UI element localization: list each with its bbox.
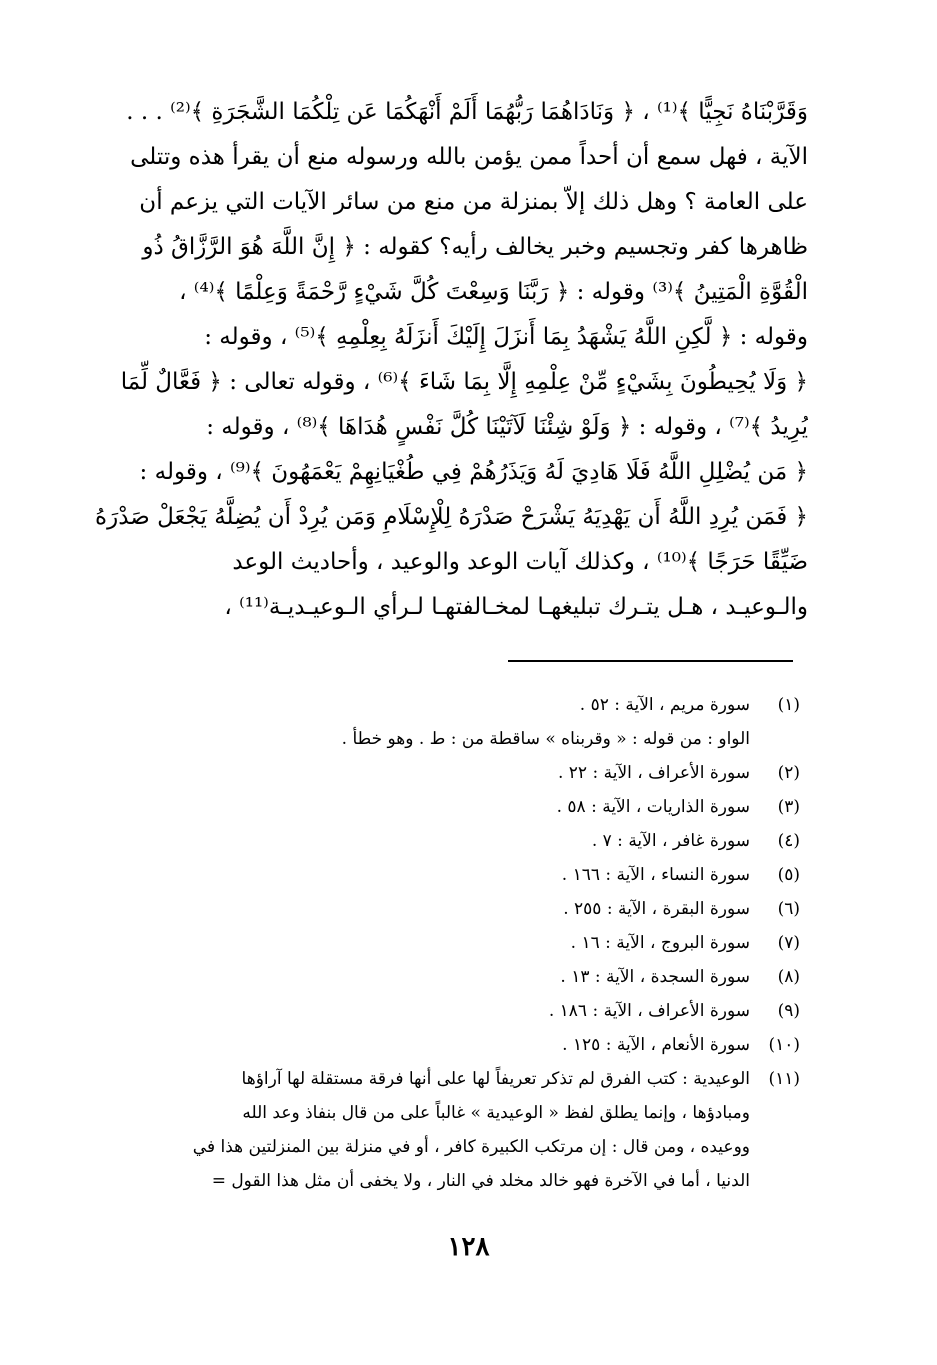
footnote-text: سورة النساء ، الآية : ١٦٦ . bbox=[561, 865, 750, 885]
main-text-line: ﴿ وَلَا يُحِيطُونَ بِشَيْءٍ مِّنْ عِلْمِهِ إِلَّا بِمَا شَاءَ ﴾⁽⁶⁾ ، وقوله تعالى : ﴿ فَعَّالٌ لِّمَا bbox=[120, 369, 808, 395]
main-text-block bbox=[88, 90, 808, 630]
footnote-number: (١٠) bbox=[768, 1035, 800, 1055]
main-text-line: يُرِيدُ ﴾⁽⁷⁾ ، وقوله : ﴿ وَلَوْ شِئْنَا لَآتَيْنَا كُلَّ نَفْسٍ هُدَاهَا ﴾⁽⁸⁾ ، وقوله : bbox=[206, 414, 808, 440]
footnote-text: سورة البقرة ، الآية : ٢٥٥ . bbox=[563, 899, 750, 919]
footnote-number: (١) bbox=[777, 695, 800, 715]
footnote-11-continuation: ومبادؤها ، وإنما يطلق لفظ « الوعيدية » غالباً على من قال بنفاذ وعد الله bbox=[242, 1103, 750, 1123]
footnote-text: سورة الذاريات ، الآية : ٥٨ . bbox=[556, 797, 750, 817]
footnote-text: سورة البروج ، الآية : ١٦ . bbox=[570, 933, 750, 953]
main-text-line: ﴿ مَن يُضْلِلِ اللَّهُ فَلَا هَادِيَ لَهُ وَيَذَرُهُمْ فِي طُغْيَانِهِمْ يَعْمَهُونَ ﴾⁽⁹⁾ ، وقوله : bbox=[139, 459, 808, 485]
footnote-7 bbox=[60, 926, 800, 960]
footnote-number: (٩) bbox=[777, 1001, 800, 1021]
footnote-text: الوعيدية : كتب الفرق لم تذكر تعريفاً لها على أنها فرقة مستقلة لها آراؤها bbox=[241, 1069, 750, 1089]
footnotes-block bbox=[60, 688, 800, 1198]
footnote-11 bbox=[60, 1062, 800, 1096]
main-text-line: وَقَرَّبْنَاهُ نَجِيًّا ﴾⁽¹⁾ ، ﴿ وَنَادَاهُمَا رَبُّهُمَا أَلَمْ أَنْهَكُمَا عَن تِلْكُمَا الشَّجَرَةِ ﴾⁽²⁾ . . . bbox=[126, 99, 808, 125]
footnote-text: سورة الأعراف ، الآية : ٢٢ . bbox=[557, 763, 750, 783]
main-text-line: الآية ، فهل سمع أن أحداً ممن يؤمن بالله ورسوله منع أن يقرأ هذه وتتلى bbox=[130, 144, 808, 170]
main-text-line: الْقُوَّةِ الْمَتِينُ ﴾⁽³⁾ وقوله : ﴿ رَبَّنَا وَسِعْتَ كُلَّ شَيْءٍ رَّحْمَةً وَعِلْمًا ﴾⁽⁴⁾ ، bbox=[179, 279, 808, 305]
footnote-number: (٥) bbox=[777, 865, 800, 885]
main-text-line: ظاهرها كفر وتجسيم وخبر يخالف رأيه؟ كقوله : ﴿ إِنَّ اللَّهَ هُوَ الرَّزَّاقُ ذُو bbox=[142, 234, 808, 260]
footnote-number: (٤) bbox=[777, 831, 800, 851]
main-text-line: ضَيِّقًا حَرَجًا ﴾⁽¹⁰⁾ ، وكذلك آيات الوعد والوعيد ، وأحاديث الوعد bbox=[232, 549, 808, 575]
footnote-1-remark: الواو : من قوله : « وقربناه » ساقطة من : ط . وهو خطأ . bbox=[341, 729, 750, 749]
footnote-9 bbox=[60, 994, 800, 1028]
footnote-number: (٢) bbox=[777, 763, 800, 783]
footnote-text: سورة غافر ، الآية : ٧ . bbox=[591, 831, 750, 851]
footnote-2 bbox=[60, 756, 800, 790]
footnote-11-continuation: ووعيده ، ومن قال : إن مرتكب الكبيرة كافر ، أو في منزلة بين المنزلتين هذا في bbox=[192, 1137, 750, 1157]
footnote-number: (٣) bbox=[777, 797, 800, 817]
footnote-3 bbox=[60, 790, 800, 824]
page-number: ١٢٨ bbox=[447, 1232, 490, 1262]
footnote-text: سورة السجدة ، الآية : ١٣ . bbox=[560, 967, 750, 987]
main-text-line: والـوعيـد ، هـل يتـرك تبليغهـا لمخـالفتهـا لـرأي الـوعيـديـة⁽¹¹⁾ ، bbox=[224, 594, 808, 620]
footnote-5 bbox=[60, 858, 800, 892]
footnote-4 bbox=[60, 824, 800, 858]
footnote-separator bbox=[508, 660, 793, 662]
footnote-8 bbox=[60, 960, 800, 994]
footnote-11-continuation: الدنيا ، أما في الآخرة فهو خالد مخلد في النار ، ولا يخفى أن مثل هذا القول = bbox=[211, 1171, 750, 1191]
footnote-text: سورة الأنعام ، الآية : ١٢٥ . bbox=[562, 1035, 750, 1055]
main-text-line: على العامة ؟ وهل ذلك إلاّ بمنزلة من منع من سائر الآيات التي يزعم أن bbox=[139, 189, 808, 215]
footnote-number: (٦) bbox=[777, 899, 800, 919]
footnote-number: (٨) bbox=[777, 967, 800, 987]
footnote-1 bbox=[60, 688, 800, 722]
footnote-text: سورة مريم ، الآية : ٥٢ . bbox=[579, 695, 750, 715]
footnote-text: سورة الأعراف ، الآية : ١٨٦ . bbox=[548, 1001, 750, 1021]
main-text-line: وقوله : ﴿ لَّكِنِ اللَّهُ يَشْهَدُ بِمَا أَنزَلَ إِلَيْكَ أَنزَلَهُ بِعِلْمِهِ ﴾⁽⁵⁾ ، وقوله : bbox=[204, 324, 808, 350]
footnote-number: (٧) bbox=[777, 933, 800, 953]
footnote-10 bbox=[60, 1028, 800, 1062]
main-text-line: ﴿ فَمَن يُرِدِ اللَّهُ أَن يَهْدِيَهُ يَشْرَحْ صَدْرَهُ لِلْإِسْلَامِ وَمَن يُرِدْ أَن يُضِلَّهُ يَجْعَلْ صَدْرَهُ bbox=[95, 504, 808, 530]
footnote-number: (١١) bbox=[768, 1069, 800, 1089]
footnote-6 bbox=[60, 892, 800, 926]
